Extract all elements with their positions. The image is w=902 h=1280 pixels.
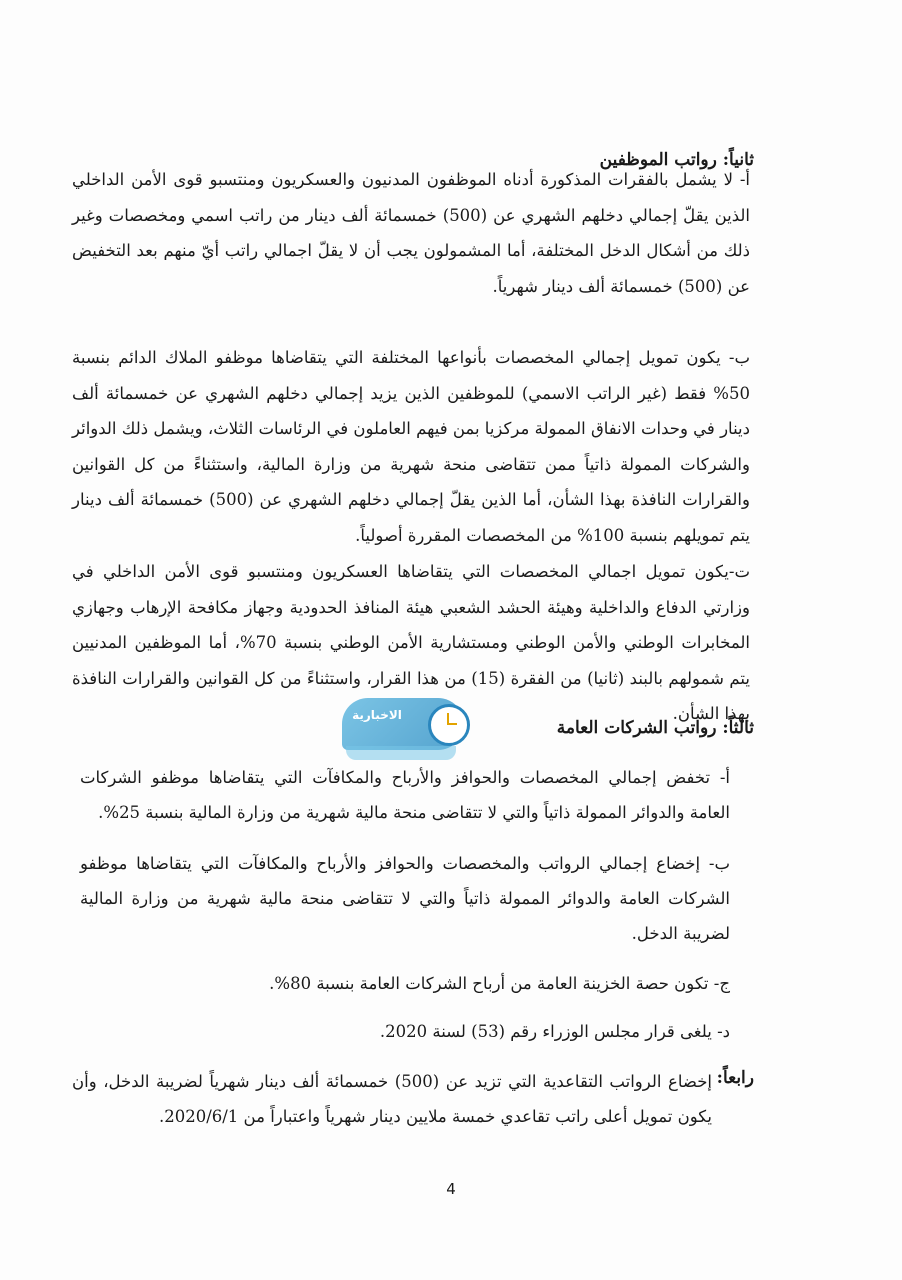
page-number: 4: [446, 1180, 456, 1198]
clock-icon: [428, 704, 470, 746]
section-2-paragraph-t: ت-يكون تمويل اجمالي المخصصات التي يتقاضاها العسكريون ومنتسبو قوى الأمن الداخلي في وزارتي الدفاع والداخلية وهيئة الحشد الشعبي هيئة المنافذ الحدودية وجهاز مكافحة الإرهاب وجهازي المخابرات الوطني والأمن الوطني ومستشارية الأمن الوطني بنسبة 70%، أما الموظفين المدنيين يتم شمولهم بالبند (ثانيا) من الفقرة (15) من هذا القرار، واستثناءً من كل القوانين والقرارات النافذة بهذا الشأن.: [72, 562, 750, 723]
section-3-heading: ثالثاً: رواتب الشركات العامة: [556, 718, 754, 738]
section-3-item-b: ب- إخضاع إجمالي الرواتب والمخصصات والحوافز والأرباح والمكافآت التي يتقاضاها موظفو الشركات العامة والدوائر الممولة ذاتياً والتي لا تتقاضى منحة مالية شهرية من وزارة المالية لضريبة الدخل.: [80, 854, 730, 943]
section-2-paragraph-a: أ- لا يشمل بالفقرات المذكورة أدناه الموظفون المدنيون والعسكريون ومنتسبو قوى الأمن الداخلي الذين يقلّ إجمالي دخلهم الشهري عن (500) خمسمائة ألف دينار من راتب اسمي ومخصصات وغير ذلك من أشكال الدخل المختلفة، أما المشمولون يجب أن لا يقلّ اجمالي راتب أيّ منهم بعد التخفيض عن (500) خمسمائة ألف دينار شهرياً.: [72, 170, 751, 296]
section-2-heading: ثانياً: رواتب الموظفين: [599, 150, 754, 170]
section-3-item-a: أ- تخفض إجمالي المخصصات والحوافز والأرباح والمكافآت التي يتقاضاها موظفو الشركات العامة والدوائر الممولة ذاتياً والتي لا تتقاضى منحة مالية شهرية من وزارة المالية بنسبة 25%.: [80, 768, 730, 822]
logo-text: الاخبارية: [352, 708, 402, 722]
section-4-heading: رابعاً:: [716, 1068, 754, 1088]
logo-tail: [346, 746, 456, 760]
section-3-item-j: ج- تكون حصة الخزينة العامة من أرباح الشركات العامة بنسبة 80%.: [269, 974, 730, 993]
section-4-text: إخضاع الرواتب التقاعدية التي تزيد عن (500) خمسمائة ألف دينار شهرياً لضريبة الدخل، وأن يكون تمويل أعلى راتب تقاعدي خمسة ملايين دينار شهرياً واعتباراً من 2020/6/1.: [72, 1072, 712, 1126]
section-2-paragraph-b: ب- يكون تمويل إجمالي المخصصات بأنواعها المختلفة التي يتقاضاها موظفو الملاك الدائم بنسبة 50% فقط (غير الراتب الاسمي) للموظفين الذين يزيد إجمالي دخلهم الشهري عن خمسمائة ألف دينار في وحدات الانفاق الممولة مركزيا بمن فيهم العاملون في الرئاسات الثلاث، ويشمل ذلك الدوائر والشركات الممولة ذاتياً ممن تتقاضى منحة شهرية من وزارة المالية، واستثناءً من كل القوانين والقرارات النافذة بهذا الشأن، أما الذين يقلّ إجمالي دخلهم الشهري عن (500) خمسمائة ألف دينار يتم تمويلهم بنسبة 100% من المخصصات المقررة أصولياً.: [72, 348, 750, 545]
news-logo-watermark: [332, 690, 472, 770]
section-3-item-d: د- يلغى قرار مجلس الوزراء رقم (53) لسنة 2020.: [379, 1022, 730, 1041]
